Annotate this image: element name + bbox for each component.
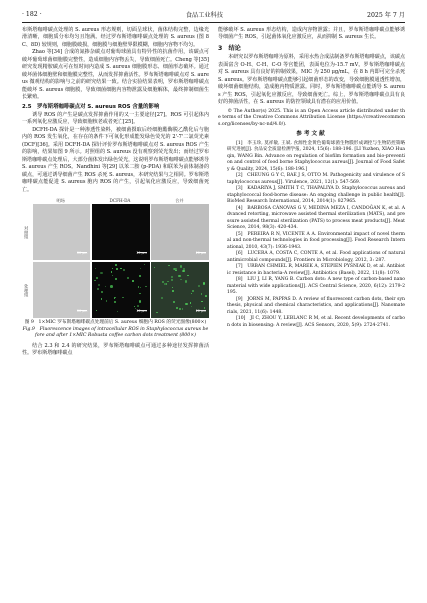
- issue-date: 2025 年 7 月: [367, 11, 405, 19]
- fluorescent-cell: [145, 286, 146, 287]
- reference-list: [218, 141, 405, 330]
- figure-caption-cn: 图 9 1×MIC 罗布斯塔咖啡碳点处理前后 S. aureus 细胞内 ROS 的荧光图像(800×): [24, 319, 207, 325]
- fluorescent-cell: [172, 290, 174, 292]
- fluorescent-cell: [154, 267, 156, 269]
- fluorescent-cell: [156, 312, 158, 314]
- fluorescent-cell: [111, 271, 113, 273]
- reference-item: [5] PEREIRA R N, VICENTE A A. Environmental impact of novel thermal and non-thermal technologies in food processing[J]. Food Research International, 2010, 43(7): 1936-1943.: [227, 231, 405, 250]
- references-heading: 参考文献: [296, 131, 327, 138]
- reference-item: [1] 李玉珍, 莫祥敏, 王斌. 食源性金黄色葡萄球菌生物膜形成调控与生物防控策略研究进展[J]. 食品安全质量检测学报, 2024, 15(6): 188-196. [LI Yuzhen, XIAO Huaqin, WANG Bin. Advance on regulation of biofilm formation and bio-prevention and control of food borne Staphylococcus aureus[J]. Journal of Food Safety & Quality, 2024, 15(6): 188-196.]: [227, 140, 405, 172]
- fluorescent-cell: [116, 268, 118, 270]
- fluorescent-cell: [110, 285, 113, 288]
- scale-label: 20 μm: [77, 308, 88, 313]
- fluorescent-cell: [112, 275, 113, 276]
- fluorescent-cell: [112, 268, 114, 270]
- fluorescent-cell: [191, 306, 192, 307]
- fluorescent-cell: [127, 277, 129, 279]
- fluorescent-cell: [115, 297, 116, 298]
- fluorescent-cell: [201, 301, 203, 303]
- figure-row-control: [22, 204, 209, 260]
- running-header: [22, 6, 405, 23]
- scale-label: 20 μm: [195, 250, 206, 255]
- panel-control-brightfield: [33, 204, 91, 260]
- section-heading: 2.5 罗布斯塔咖啡碳点对 S. aureus ROS 含量的影响: [22, 103, 160, 110]
- journal-name: 食品工业科技: [185, 11, 223, 19]
- scale-label: 20 μm: [136, 308, 147, 313]
- reference-item: [4] BARBOSA CÁNOVAS G V, MEDINA MEZA I, CANDOĞAN K, et al. Advanced retorting, microwave assisted thermal sterilization (MATS), and pressure assisted thermal sterilization (PATS) to process meat products[J]. Meat Science, 2014, 98(3): 420-434.: [227, 205, 405, 231]
- row-label-control: 对照组: [24, 225, 30, 239]
- fluorescent-cell: [139, 275, 141, 277]
- paragraph: 能够破坏 S. aureus 形态结构，造成内容物泄露；并且，罗布斯塔咖啡碳点能够诱导细菌产生 ROS，引起菌体氧化应激反应，从而抑制 S. aureus 生长。: [218, 27, 405, 41]
- page-number: · 182 ·: [22, 10, 42, 18]
- col-label-dcfh: DCFH-DA: [109, 197, 131, 203]
- paragraph: 结合 2.3 和 2.4 的研究结果，罗布斯塔咖啡碳点可通过多种途径发挥抑菌活性。罗布斯塔咖啡碳点: [22, 342, 209, 357]
- panel-control-fluorescence: [92, 204, 150, 260]
- fluorescent-cell: [114, 301, 116, 303]
- fluorescent-cell: [140, 287, 141, 288]
- reference-item: [3] KADARIYA J, SMITH T C, THAPALIYA D. Staphylococcus aureus and staphylococcal food-borne disease: An ongoing challenge in public health[J]. BioMed Research International, 2014, 2014(1): 827965.: [227, 186, 405, 205]
- fluorescent-cell: [172, 287, 173, 288]
- figure-column-headers: [22, 197, 209, 204]
- panel-control-merge: [151, 204, 209, 260]
- fluorescent-cell: [117, 311, 118, 312]
- fluorescent-cell: [139, 300, 141, 302]
- fluorescent-cell: [96, 310, 97, 311]
- paragraph: Zhao 等[34] 合成的氮掺杂碳点对葡萄球菌具有特异性的抗菌作用，该碳点可破坏葡萄球菌细胞膜完整性，造成细胞内容物丢失，导致细菌死亡。Cheng 等[35] 研究发现精胺碳点可在短时间内造成 S. aureus 细胞膜形态、细菌形态破坏。通过破坏菌体细胞壁和细胞膜完整性，从而发挥抑菌活性。罗布斯塔咖啡碳点对 S. aureus 微观结构的影响与之前的研究结果一致。结合实验结果表明，罗布斯塔咖啡碳点能破坏 S. aureus 细胞膜，导致细菌细胞内容物泄露及细胞解体，最终抑制细菌生长繁殖。: [22, 49, 209, 101]
- fluorescent-cell: [167, 281, 169, 283]
- fluorescent-cell: [105, 286, 106, 287]
- reference-item: [10] JI C, ZHOU Y, LEBLANC R M, et al. Recent developments of carbon dots in biosensing: A review[J]. ACS Sensors, 2020, 5(9): 2724-2741.: [227, 316, 405, 328]
- fluorescent-cell: [115, 264, 117, 266]
- fluorescent-cell: [190, 302, 192, 304]
- panel-treated-fluorescence: [92, 262, 150, 318]
- fluorescent-cell: [166, 283, 168, 285]
- fluorescent-cell: [101, 298, 102, 299]
- fluorescent-cell: [192, 290, 194, 292]
- fluorescent-cell: [96, 277, 98, 279]
- fluorescent-cell: [94, 280, 96, 282]
- scale-label: 20 μm: [136, 250, 147, 255]
- reference-item: [9] JORNS M, PAPPAS D. A review of fluorescent carbon dots, their synthesis, physical and chemical characteristics, and applications[J]. Nanomaterials, 2021, 11(6): 1448.: [227, 296, 405, 315]
- fluorescent-cell: [115, 278, 117, 280]
- fluorescent-cell: [176, 307, 178, 309]
- left-column: [22, 27, 209, 358]
- fluorescent-cell: [168, 265, 169, 266]
- reference-item: [2] CHEUNG G Y C, BAE J S, OTTO M. Pathogenicity and virulence of Staphylococcus aureus[J]. Virulence, 2021, 12(1): 547-569.: [227, 173, 405, 185]
- fluorescent-cell: [106, 300, 107, 301]
- right-column: [218, 27, 405, 329]
- fluorescent-cell: [171, 276, 173, 278]
- panel-treated-brightfield: [33, 262, 91, 318]
- fluorescent-cell: [185, 280, 188, 283]
- figure-row-treated: [22, 262, 209, 318]
- fluorescent-cell: [182, 308, 184, 310]
- fluorescent-cell: [95, 268, 96, 269]
- fluorescent-cell: [180, 279, 181, 280]
- row-label-treated: 处理组: [24, 283, 30, 297]
- fluorescent-cell: [138, 286, 140, 288]
- fluorescent-cell: [179, 308, 181, 310]
- fluorescent-cell: [140, 268, 141, 269]
- col-label-brightfield: 明场: [56, 197, 65, 203]
- fluorescent-cell: [123, 269, 125, 271]
- reference-item: [8] LIU J, LI R, YANG B. Carbon dots: A new type of carbon-based nanomaterial with wide applications[J]. ACS Central Science, 2020, 6(12): 2179-2195.: [227, 277, 405, 296]
- section-heading-conclusion: 3 结论: [218, 44, 241, 52]
- fluorescent-cell: [97, 288, 99, 290]
- fluorescent-cell: [122, 297, 124, 299]
- fluorescent-cell: [120, 268, 122, 270]
- fluorescent-cell: [191, 293, 192, 294]
- fluorescent-cell: [173, 268, 175, 270]
- fluorescent-cell: [101, 291, 103, 293]
- figure-9: [22, 197, 209, 318]
- fluorescent-cell: [205, 295, 207, 297]
- copyright-notice: © The Author(s) 2025. This is an Open Access article distributed under the terms of the Creative Commons Attribution License (https://creativecommons.org/licenses/by-nc-nd/4.0/).: [218, 108, 405, 127]
- fluorescent-cell: [185, 303, 187, 305]
- fluorescent-cell: [161, 297, 163, 299]
- fluorescent-cell: [173, 301, 175, 303]
- reference-item: [6] LUCERA A, COSTA C, CONTE A, et al. Food applications of natural antimicrobial compounds[J]. Frontiers in Microbiology, 2012, 3: 287.: [227, 251, 405, 263]
- paragraph: 诱导 ROS 的产生是碳点发挥抑菌作用的又一主要途径[27]。ROS 可引起体内一系列氧化应激反应，导致细胞核老或者死亡[25]。: [22, 111, 209, 126]
- fluorescent-cell: [98, 284, 100, 286]
- fluorescent-cell: [180, 265, 183, 268]
- fluorescent-cell: [171, 279, 172, 280]
- fluorescent-cell: [203, 282, 205, 284]
- paragraph: 布斯塔咖啡碳点处理的 S. aureus 形态规则，切面呈球状，菌体结构完整，边缘光滑清晰，细胞质分布均匀且饱满。经过罗布斯塔咖啡碳点处理的 S. aureus (图 8C、8D) 较规则，细胞膜破损，细胞膜与细胞壁界限模糊，细胞内容物不均匀。: [22, 27, 209, 48]
- fluorescent-cell: [100, 272, 102, 274]
- fluorescent-cell: [178, 275, 180, 277]
- panel-treated-merge: [151, 262, 209, 318]
- col-label-merge: 合并: [175, 197, 184, 203]
- fluorescent-cell: [132, 280, 134, 282]
- reference-item: [7] URBAN CHMIEL R, MAREK A, STEPIEN PYŚNIAK D, et al. Antibiotic resistance in bacteria-A review[J]. Antibiotics (Basel), 2022, 11(8): 1079.: [227, 264, 405, 276]
- fluorescent-cell: [164, 283, 166, 285]
- fluorescent-cell: [201, 293, 202, 294]
- fluorescent-cell: [144, 264, 145, 265]
- fluorescent-cell: [187, 275, 188, 276]
- figure-caption-en: Fig.9 Fluorescence images of intracellular ROS in Staphylococcus aureus before and after 1×MIC Robusta coffee carbon dots treatment (800×): [22, 326, 209, 339]
- scale-label: 20 μm: [195, 308, 206, 313]
- fluorescent-cell: [198, 285, 200, 287]
- paragraph: DCFH-DA 探针是一种渗透性染料，被细菌摄取后经细胞酯酶脱乙酰化后与胞内的 ROS 发生氧化，在存在的条件下可氧化形成能发绿色荧光的 2'-7'二氯荧光素 (DCF)[36]。采用 DCFH-DA 探针评价罗布斯塔咖啡碳点对 S. aureus ROS 产生的影响，结果如图 9 所示。对照组的 S. aureus 没有观察到荧光发出；而经过罗布斯塔咖啡碳点处理后，大部分菌体发出绿色荧光，这说明罗布斯塔咖啡碳点能够诱导 S. aureus 产生 ROS。Nandhini 等[29] 以苯二胺 (p-PDA) 和联苯为前体制备的碳点，可通过诱导细菌产生 ROS 杀死 S. aureus，本研究结果与之相同。罗布斯塔咖啡碳点能促进 S. aureus 胞内 ROS 的产生，引起氧化应激反应，导致细菌死亡。: [22, 126, 209, 193]
- fluorescent-cell: [139, 293, 141, 295]
- paragraph: 本研究以罗布斯塔咖啡为原料，采用水热合成法制备罗布斯塔咖啡碳点，该碳点表面富含 O-H、C-H、C-O 等官能团，表面电位为-15.7 mV。罗布斯塔咖啡碳点对 S. aureus 具有良好的抑制效果，MIC 为 250 μg/mL，在 8 h 内即可完全杀死 S. aureus。罗布斯塔咖啡碳点能够引起细菌形态的改变，导致细胞膜通透性增加，破坏细菌细胞结构，造成胞内物质泄露。同时，罗布斯塔咖啡碳点能诱导 S. aureus 产生 ROS，引起氧化应激反应，导致细菌死亡。综上，罗布斯塔咖啡碳点具有良好的抑菌活性，在 S. aureus 的防控领域具有潜在的应用价值。: [218, 54, 405, 106]
- scale-label: 20 μm: [77, 250, 88, 255]
